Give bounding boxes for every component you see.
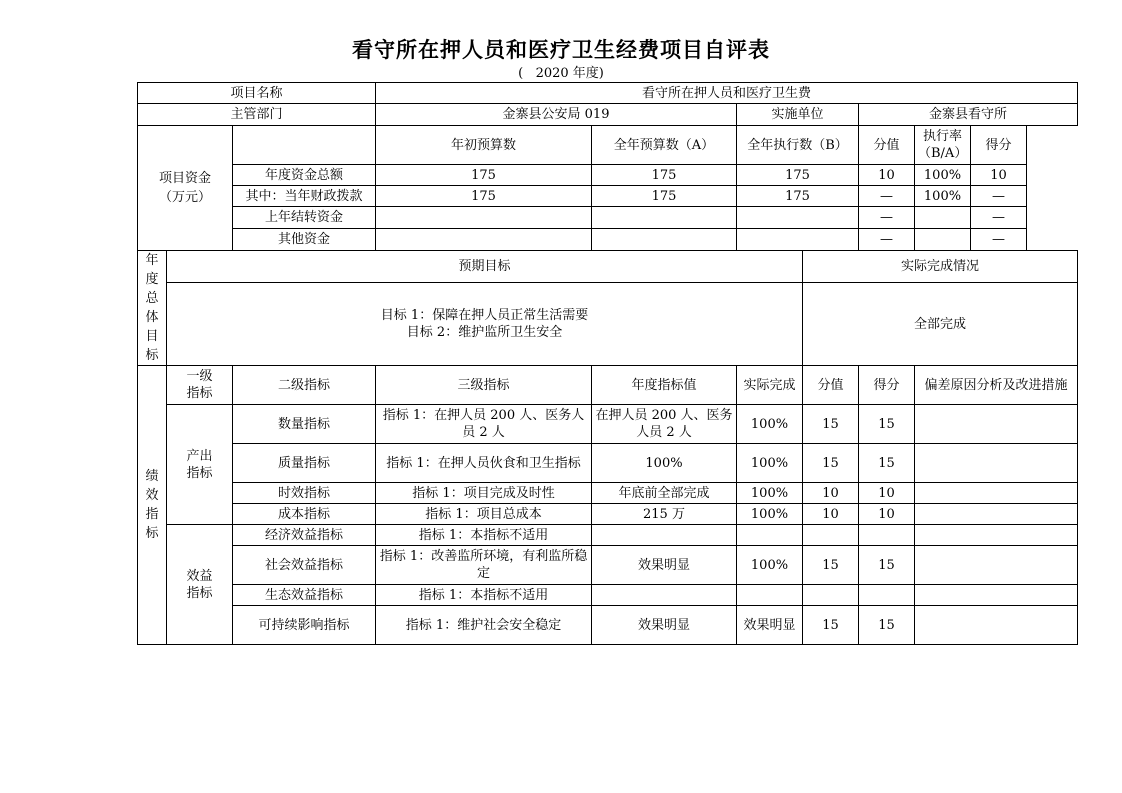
funds-full-year: 175 [592,165,737,186]
funds-score-value: — [859,207,915,229]
funds-initial: 175 [376,165,592,186]
indicator-row [138,525,1078,546]
actual-completion-header: 实际完成情况 [803,251,1078,283]
score-cell: 10 [859,504,915,525]
benefit-indicators-label: 效益指标 [167,525,233,645]
score-value-cell [803,585,859,606]
score-cell [859,525,915,546]
performance-indicators-label: 绩效指标 [138,366,167,645]
annual-value-cell [592,585,737,606]
indicator-row [138,606,1078,645]
funds-executed [737,207,859,229]
score-value-cell: 15 [803,606,859,645]
annual-goals-label: 年度总体目标 [138,251,167,366]
header-executed: 全年执行数（B） [737,126,859,165]
annual-value-cell: 效果明显 [592,606,737,645]
level3-cell: 指标 1：改善监所环境，有利监所稳定 [376,546,592,585]
header-score: 得分 [859,366,915,405]
funds-header-blank [233,126,376,165]
deviation-cell [915,444,1078,483]
level3-cell: 指标 1：在押人员伙食和卫生指标 [376,444,592,483]
annual-value-cell: 215 万 [592,504,737,525]
indicator-row [138,483,1078,504]
level3-cell: 指标 1：项目总成本 [376,504,592,525]
funds-score: — [971,229,1027,251]
annual-value-cell [592,525,737,546]
actual-cell: 100% [737,444,803,483]
expected-goals [167,283,803,366]
indicator-row [138,585,1078,606]
level2-cell: 成本指标 [233,504,376,525]
funds-full-year: 175 [592,186,737,207]
impl-unit-value: 金寨县看守所 [859,104,1078,126]
level3-cell: 指标 1：在押人员 200 人、医务人员 2 人 [376,405,592,444]
funds-full-year [592,229,737,251]
score-cell: 15 [859,405,915,444]
header-initial-budget: 年初预算数 [376,126,592,165]
output-indicators-label: 产出指标 [167,405,233,525]
impl-unit-label: 实施单位 [737,104,859,126]
deviation-cell [915,525,1078,546]
score-value-cell: 10 [803,483,859,504]
level2-cell: 数量指标 [233,405,376,444]
funds-row [138,207,1078,229]
score-cell: 15 [859,546,915,585]
header-score-value: 分值 [859,126,915,165]
score-value-cell: 15 [803,405,859,444]
funds-row [138,229,1078,251]
funds-row [138,165,1078,186]
funds-row-label: 年度资金总额 [233,165,376,186]
goal-line: 目标 2：维护监所卫生安全 [406,325,563,340]
level2-cell: 时效指标 [233,483,376,504]
level3-cell: 指标 1：维护社会安全稳定 [376,606,592,645]
deviation-cell [915,585,1078,606]
funds-executed [737,229,859,251]
funds-score-value: — [859,186,915,207]
funds-initial: 175 [376,186,592,207]
goals-content-row [138,283,1078,366]
level3-cell: 指标 1：项目完成及时性 [376,483,592,504]
funds-executed: 175 [737,186,859,207]
dept-label: 主管部门 [138,104,376,126]
funds-row [138,186,1078,207]
actual-cell: 100% [737,405,803,444]
funds-initial [376,207,592,229]
level2-cell: 社会效益指标 [233,546,376,585]
annual-value-cell: 100% [592,444,737,483]
goal-line: 目标 1：保障在押人员正常生活需要 [380,308,589,323]
funds-score-value: 10 [859,165,915,186]
indicator-row [138,504,1078,525]
level3-cell: 指标 1：本指标不适用 [376,585,592,606]
header-full-year-budget: 全年预算数（A） [592,126,737,165]
level3-cell: 指标 1：本指标不适用 [376,525,592,546]
funds-rate [915,229,971,251]
funds-score: — [971,207,1027,229]
annual-value-cell: 效果明显 [592,546,737,585]
score-value-cell: 15 [803,546,859,585]
funds-initial [376,229,592,251]
dept-value: 金寨县公安局 019 [376,104,737,126]
indicator-row [138,405,1078,444]
goals-header-row [138,251,1078,283]
deviation-cell [915,504,1078,525]
project-name-value: 看守所在押人员和医疗卫生费 [376,83,1078,104]
score-value-cell: 15 [803,444,859,483]
self-evaluation-table [137,82,1078,645]
deviation-cell [915,405,1078,444]
funds-score: 10 [971,165,1027,186]
funds-label-text: 项目资金（万元） [158,171,211,205]
funds-row-label: 其他资金 [233,229,376,251]
department-row [138,104,1078,126]
header-score: 得分 [971,126,1027,165]
funds-score: — [971,186,1027,207]
score-cell: 10 [859,483,915,504]
deviation-cell [915,546,1078,585]
funds-score-value: — [859,229,915,251]
funds-label [138,126,233,251]
level2-cell: 质量指标 [233,444,376,483]
level2-cell: 可持续影响指标 [233,606,376,645]
actual-cell [737,585,803,606]
score-value-cell [803,525,859,546]
deviation-cell [915,483,1078,504]
indicators-header-row [138,366,1078,405]
annual-value-cell: 年底前全部完成 [592,483,737,504]
score-cell: 15 [859,606,915,645]
header-level2: 二级指标 [233,366,376,405]
funds-row-label: 其中：当年财政拨款 [233,186,376,207]
header-level1: 一级指标 [167,366,233,405]
deviation-cell [915,606,1078,645]
funds-executed: 175 [737,165,859,186]
actual-cell: 100% [737,504,803,525]
actual-completion: 全部完成 [803,283,1078,366]
indicator-row [138,444,1078,483]
level2-cell: 生态效益指标 [233,585,376,606]
actual-cell: 100% [737,546,803,585]
actual-cell: 100% [737,483,803,504]
actual-cell: 效果明显 [737,606,803,645]
header-actual: 实际完成 [737,366,803,405]
funds-header-row [138,126,1078,165]
funds-rate [915,207,971,229]
header-deviation: 偏差原因分析及改进措施 [915,366,1078,405]
project-name-label: 项目名称 [138,83,376,104]
score-cell: 15 [859,444,915,483]
funds-rate: 100% [915,186,971,207]
header-exec-rate: 执行率（B/A） [915,126,971,165]
indicator-row [138,546,1078,585]
score-value-cell: 10 [803,504,859,525]
funds-row-label: 上年结转资金 [233,207,376,229]
funds-full-year [592,207,737,229]
score-cell [859,585,915,606]
annual-value-cell: 在押人员 200 人、医务人员 2 人 [592,405,737,444]
project-name-row [138,83,1078,104]
header-level3: 三级指标 [376,366,592,405]
year-subtitle: ( 2020 年度) [518,66,604,81]
funds-rate: 100% [915,165,971,186]
header-annual-value: 年度指标值 [592,366,737,405]
level2-cell: 经济效益指标 [233,525,376,546]
page-title: 看守所在押人员和医疗卫生经费项目自评表 [352,37,770,62]
header-score-value: 分值 [803,366,859,405]
actual-cell [737,525,803,546]
expected-goal-header: 预期目标 [167,251,803,283]
